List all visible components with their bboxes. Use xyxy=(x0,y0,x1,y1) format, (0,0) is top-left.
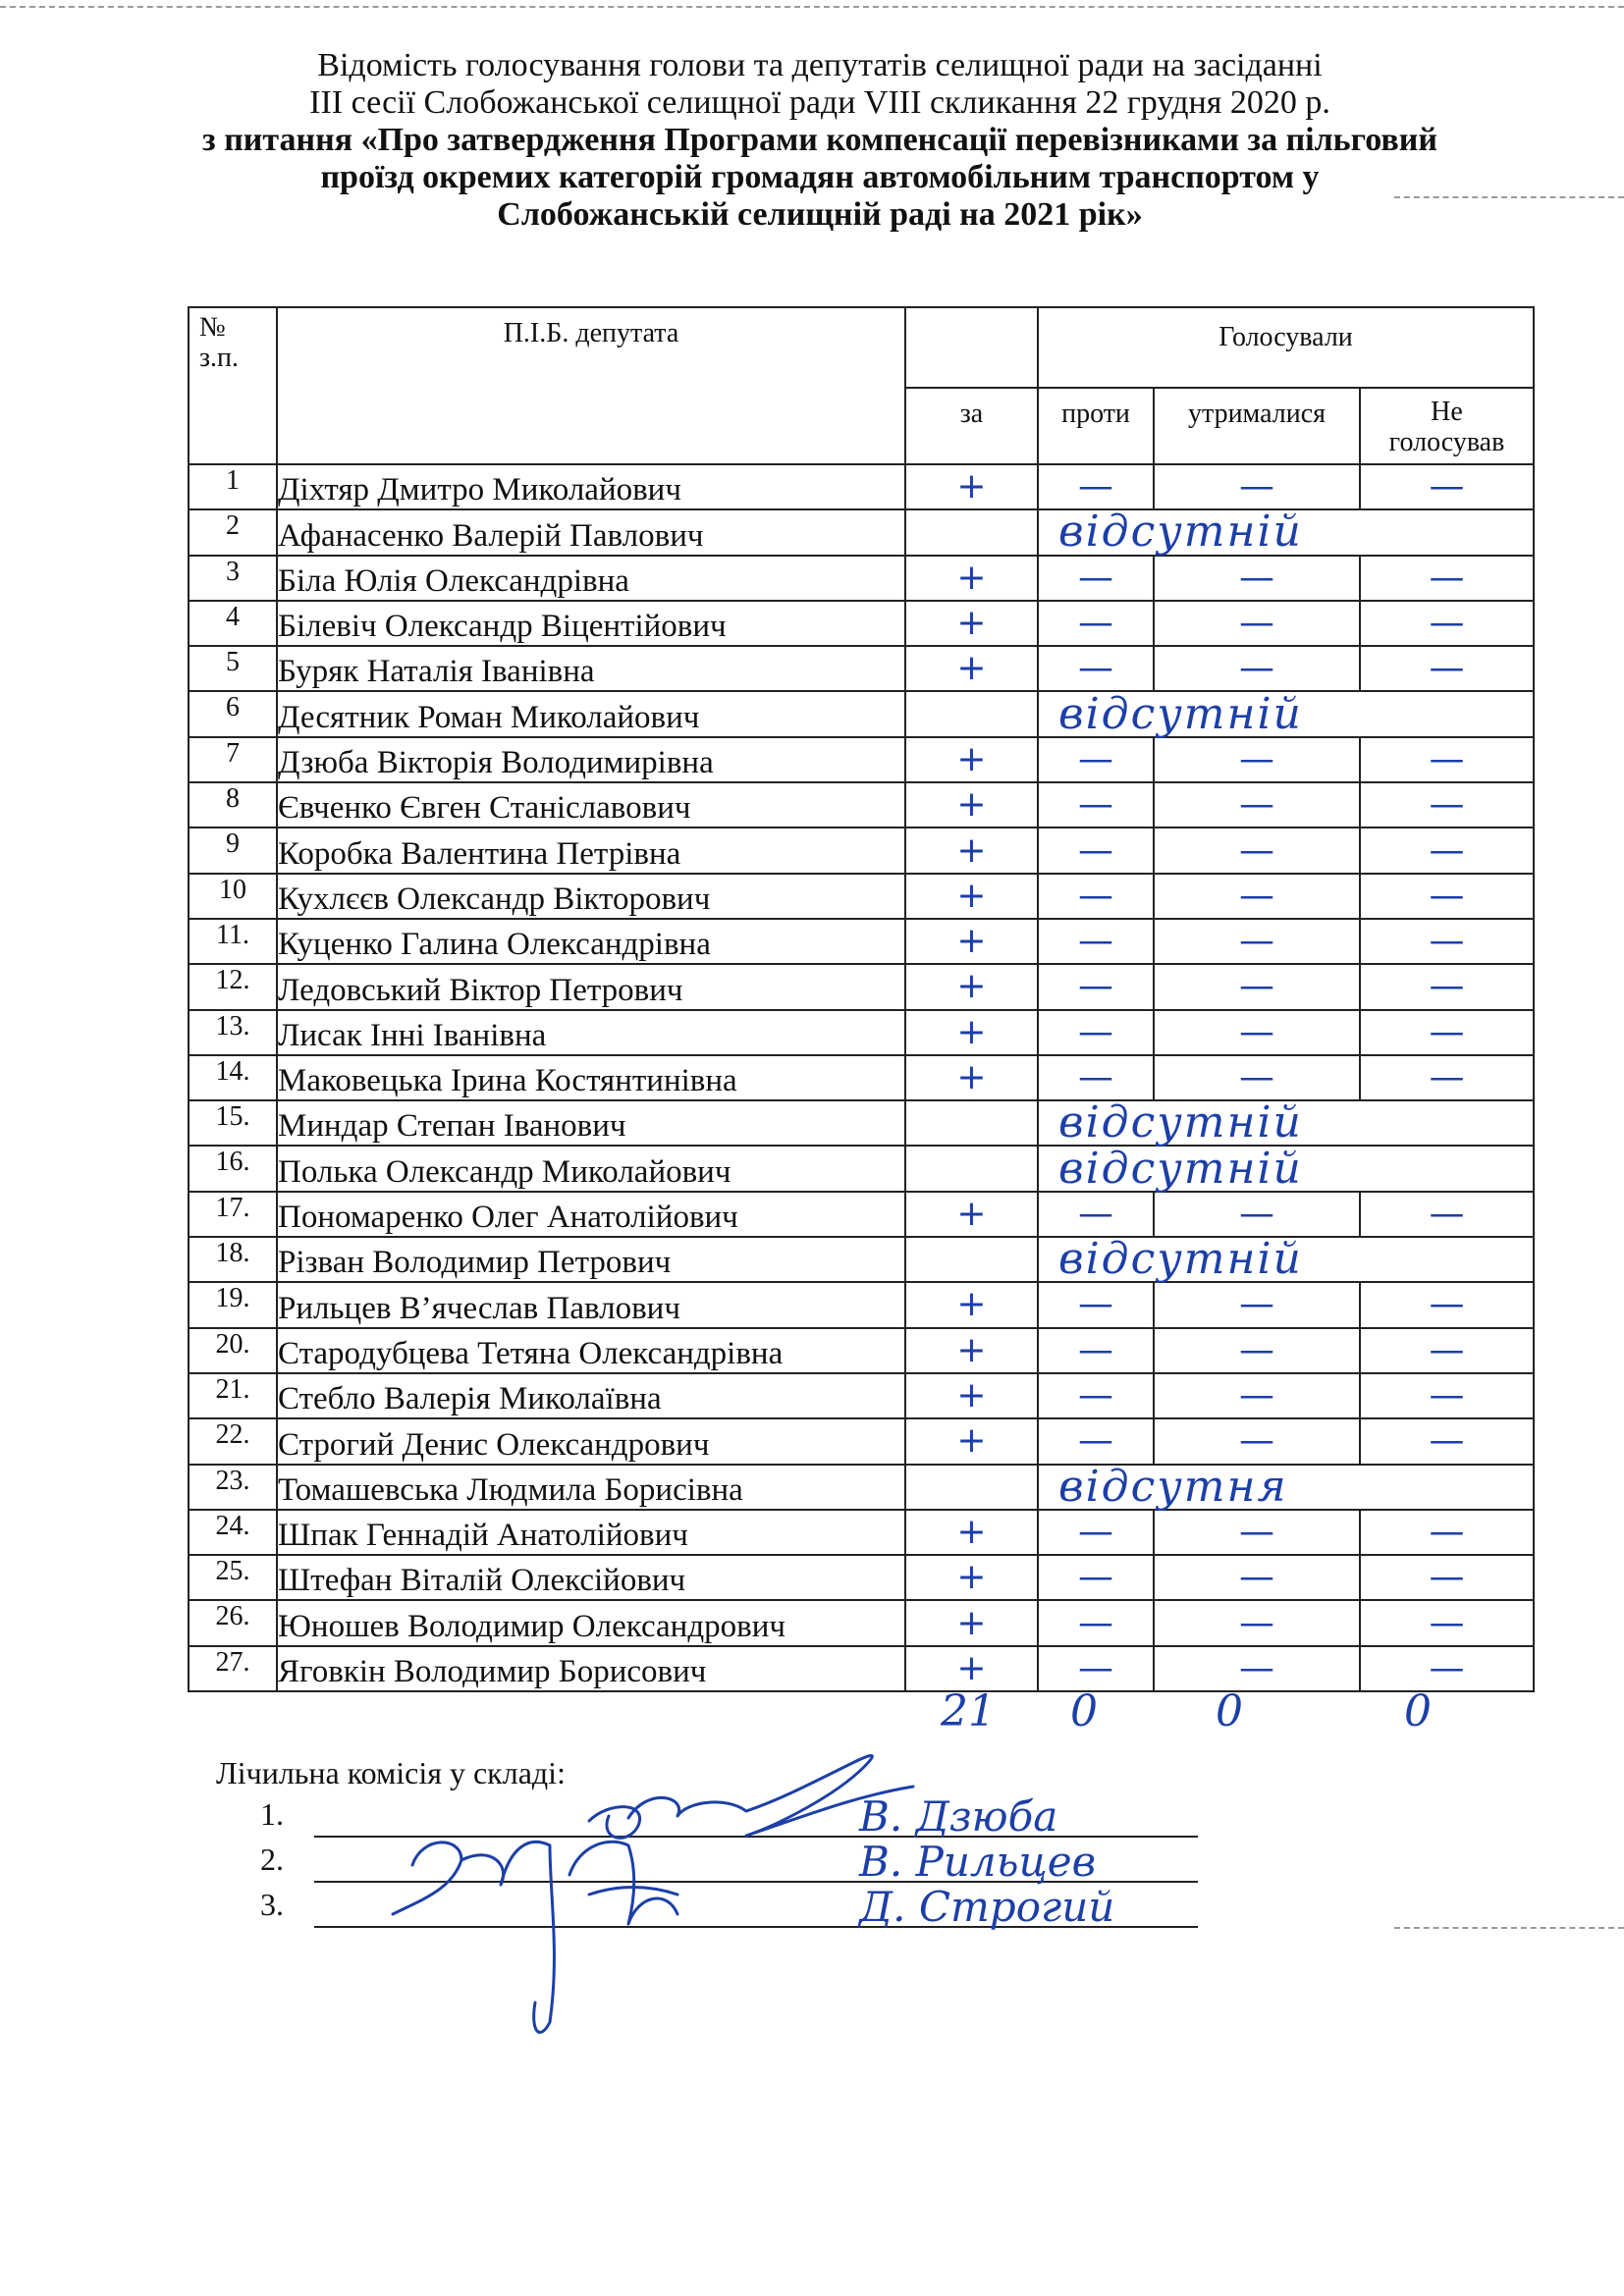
deputy-name: Яговкін Володимир Борисович xyxy=(277,1646,905,1691)
vote-za-mark: + xyxy=(905,828,1038,873)
vote-ne-mark: — xyxy=(1360,1373,1534,1418)
total-za: 21 xyxy=(941,1686,996,1736)
deputy-name: Стародубцева Тетяна Олександрівна xyxy=(277,1328,905,1373)
deputy-name: Штефан Віталій Олексійович xyxy=(277,1555,905,1600)
total-utrymalysia: 0 xyxy=(1216,1686,1243,1736)
row-number: 7 xyxy=(189,737,277,782)
row-number: 22. xyxy=(189,1418,277,1464)
row-number: 11. xyxy=(189,919,277,964)
vote-ne-mark: — xyxy=(1360,1192,1534,1237)
absent-mark: відсутній xyxy=(1038,1100,1534,1146)
vote-ne-mark: — xyxy=(1360,1282,1534,1327)
vote-utrymalysia-mark: — xyxy=(1154,1055,1360,1100)
vote-za-mark: + xyxy=(905,1055,1038,1100)
deputy-name: Куценко Галина Олександрівна xyxy=(277,919,905,964)
vote-za-mark: + xyxy=(905,1328,1038,1373)
vote-utrymalysia-mark: — xyxy=(1154,919,1360,964)
vote-proty-mark: — xyxy=(1038,1373,1154,1418)
deputy-name: Дзюба Вікторія Володимирівна xyxy=(277,737,905,782)
vote-utrymalysia-mark: — xyxy=(1154,1555,1360,1600)
vote-ne-mark: — xyxy=(1360,601,1534,646)
vote-proty-mark: — xyxy=(1038,1282,1154,1327)
deputy-name: Різван Володимир Петрович xyxy=(277,1237,905,1282)
vote-za-mark: + xyxy=(905,646,1038,691)
header-name: П.І.Б. депутата xyxy=(277,307,905,464)
commission-member-number: 2. xyxy=(260,1842,284,1877)
vote-za-mark: + xyxy=(905,1555,1038,1600)
vote-proty-mark: — xyxy=(1038,919,1154,964)
vote-proty-mark: — xyxy=(1038,964,1154,1009)
row-number: 17. xyxy=(189,1192,277,1237)
header-proty: проти xyxy=(1038,388,1154,464)
vote-utrymalysia-mark: — xyxy=(1154,737,1360,782)
signature-2 xyxy=(393,1842,554,2032)
vote-proty-mark: — xyxy=(1038,1600,1154,1645)
row-number: 18. xyxy=(189,1237,277,1282)
absent-mark: відсутній xyxy=(1038,691,1534,736)
total-proty: 0 xyxy=(1070,1686,1098,1736)
title-line-5: Слобожанській селищній раді на 2021 рік» xyxy=(497,196,1143,233)
header-ne-holosuvav: Не голосував xyxy=(1360,388,1534,464)
row-number: 1 xyxy=(189,464,277,509)
vote-proty-mark: — xyxy=(1038,556,1154,601)
vote-za-mark: + xyxy=(905,601,1038,646)
signature-3 xyxy=(569,1842,677,1924)
deputy-name: Пономаренко Олег Анатолійович xyxy=(277,1192,905,1237)
commission-title: Лічильна комісія у складі: xyxy=(216,1755,566,1790)
vote-utrymalysia-mark: — xyxy=(1154,1282,1360,1327)
vote-za-mark: + xyxy=(905,1646,1038,1691)
total-ne: 0 xyxy=(1404,1686,1432,1736)
row-number: 9 xyxy=(189,828,277,873)
deputy-name: Десятник Роман Миколайович xyxy=(277,691,905,736)
vote-za-mark: + xyxy=(905,874,1038,919)
deputy-name: Діхтяр Дмитро Миколайович xyxy=(277,464,905,509)
title-line-4: проїзд окремих категорій громадян автомобільним транспортом у xyxy=(320,159,1320,195)
deputy-name: Маковецька Ірина Костянтинівна xyxy=(277,1055,905,1100)
deputy-name: Євченко Євген Станіславович xyxy=(277,782,905,828)
deputy-name: Стебло Валерія Миколаївна xyxy=(277,1373,905,1418)
vote-utrymalysia-mark: — xyxy=(1154,964,1360,1009)
row-number: 26. xyxy=(189,1600,277,1645)
title-line-3: з питання «Про затвердження Програми компенсації перевізниками за пільговий xyxy=(202,122,1437,158)
row-number: 10 xyxy=(189,874,277,919)
deputy-name: Кухлєєв Олександр Вікторович xyxy=(277,874,905,919)
row-number: 20. xyxy=(189,1328,277,1373)
vote-ne-mark: — xyxy=(1360,556,1534,601)
vote-ne-mark: — xyxy=(1360,1510,1534,1555)
vote-utrymalysia-mark: — xyxy=(1154,646,1360,691)
vote-ne-mark: — xyxy=(1360,1600,1534,1645)
vote-utrymalysia-mark: — xyxy=(1154,1510,1360,1555)
vote-ne-mark: — xyxy=(1360,919,1534,964)
vote-za-mark: + xyxy=(905,464,1038,509)
row-number: 19. xyxy=(189,1282,277,1327)
vote-proty-mark: — xyxy=(1038,464,1154,509)
vote-ne-mark: — xyxy=(1360,646,1534,691)
header-utrymalysia: утрималися xyxy=(1154,388,1360,464)
title-line-2: ІІІ сесії Слобожанської селищної ради VІІІ скликання 22 грудня 2020 р. xyxy=(309,84,1330,121)
vote-za-mark: + xyxy=(905,1192,1038,1237)
handwritten-name: В. Дзюба xyxy=(859,1792,1058,1841)
vote-utrymalysia-mark: — xyxy=(1154,1010,1360,1055)
signature-1 xyxy=(628,1755,913,1836)
vote-proty-mark: — xyxy=(1038,1055,1154,1100)
row-number: 14. xyxy=(189,1055,277,1100)
vote-za-mark: + xyxy=(905,737,1038,782)
handwritten-name: В. Рильцев xyxy=(859,1838,1097,1886)
header-voted-group: Голосували xyxy=(1038,307,1534,388)
header-za: за xyxy=(905,388,1038,464)
absent-mark: відсутній xyxy=(1038,1146,1534,1191)
row-number: 2 xyxy=(189,509,277,555)
deputy-name: Полька Олександр Миколайович xyxy=(277,1146,905,1191)
vote-proty-mark: — xyxy=(1038,828,1154,873)
absent-mark: відсутній xyxy=(1038,1237,1534,1282)
vote-proty-mark: — xyxy=(1038,1328,1154,1373)
vote-za-mark: + xyxy=(905,1600,1038,1645)
row-number: 24. xyxy=(189,1510,277,1555)
row-number: 15. xyxy=(189,1100,277,1146)
row-number: 21. xyxy=(189,1373,277,1418)
deputy-name: Коробка Валентина Петрівна xyxy=(277,828,905,873)
vote-utrymalysia-mark: — xyxy=(1154,601,1360,646)
header-number: № з.п. xyxy=(189,307,277,464)
title-line-1: Відомість голосування голови та депутатів селищної ради на засіданні xyxy=(317,47,1323,83)
vote-za-mark: + xyxy=(905,1510,1038,1555)
vote-za-mark: + xyxy=(905,1418,1038,1464)
deputy-name: Афанасенко Валерій Павлович xyxy=(277,509,905,555)
vote-ne-mark: — xyxy=(1360,1010,1534,1055)
vote-ne-mark: — xyxy=(1360,1418,1534,1464)
vote-utrymalysia-mark: — xyxy=(1154,1192,1360,1237)
vote-proty-mark: — xyxy=(1038,782,1154,828)
row-number: 16. xyxy=(189,1146,277,1191)
deputy-name: Шпак Геннадій Анатолійович xyxy=(277,1510,905,1555)
vote-ne-mark: — xyxy=(1360,1555,1534,1600)
vote-ne-mark: — xyxy=(1360,737,1534,782)
vote-utrymalysia-mark: — xyxy=(1154,464,1360,509)
vote-ne-mark: — xyxy=(1360,964,1534,1009)
row-number: 8 xyxy=(189,782,277,828)
absent-mark: відсутній xyxy=(1038,509,1534,555)
vote-proty-mark: — xyxy=(1038,646,1154,691)
row-number: 4 xyxy=(189,601,277,646)
vote-proty-mark: — xyxy=(1038,1510,1154,1555)
deputy-name: Миндар Степан Іванович xyxy=(277,1100,905,1146)
vote-ne-mark: — xyxy=(1360,1055,1534,1100)
deputy-name: Томашевська Людмила Борисівна xyxy=(277,1465,905,1510)
vote-utrymalysia-mark: — xyxy=(1154,782,1360,828)
vote-za-mark: + xyxy=(905,1282,1038,1327)
vote-proty-mark: — xyxy=(1038,1418,1154,1464)
vote-za-mark: + xyxy=(905,919,1038,964)
vote-ne-mark: — xyxy=(1360,782,1534,828)
vote-za-mark: + xyxy=(905,1010,1038,1055)
absent-mark: відсутня xyxy=(1038,1465,1534,1510)
vote-ne-mark: — xyxy=(1360,464,1534,509)
vote-proty-mark: — xyxy=(1038,1010,1154,1055)
row-number: 23. xyxy=(189,1465,277,1510)
row-number: 13. xyxy=(189,1010,277,1055)
handwritten-name: Д. Строгий xyxy=(859,1883,1115,1931)
vote-utrymalysia-mark: — xyxy=(1154,1600,1360,1645)
vote-ne-mark: — xyxy=(1360,874,1534,919)
row-number: 25. xyxy=(189,1555,277,1600)
deputy-name: Строгий Денис Олександрович xyxy=(277,1418,905,1464)
vote-utrymalysia-mark: — xyxy=(1154,1328,1360,1373)
vote-utrymalysia-mark: — xyxy=(1154,1373,1360,1418)
row-number: 27. xyxy=(189,1646,277,1691)
deputy-name: Білевіч Олександр Віцентійович xyxy=(277,601,905,646)
vote-proty-mark: — xyxy=(1038,1646,1154,1691)
vote-ne-mark: — xyxy=(1360,1646,1534,1691)
vote-ne-mark: — xyxy=(1360,828,1534,873)
deputy-name: Рильцев В’ячеслав Павлович xyxy=(277,1282,905,1327)
vote-proty-mark: — xyxy=(1038,874,1154,919)
vote-za-mark: + xyxy=(905,782,1038,828)
vote-utrymalysia-mark: — xyxy=(1154,1646,1360,1691)
row-number: 3 xyxy=(189,556,277,601)
vote-utrymalysia-mark: — xyxy=(1154,874,1360,919)
vote-utrymalysia-mark: — xyxy=(1154,828,1360,873)
deputy-name: Лисак Інні Іванівна xyxy=(277,1010,905,1055)
vote-za-mark: + xyxy=(905,556,1038,601)
deputy-name: Біла Юлія Олександрівна xyxy=(277,556,905,601)
row-number: 5 xyxy=(189,646,277,691)
vote-proty-mark: — xyxy=(1038,1192,1154,1237)
deputy-name: Юношев Володимир Олександрович xyxy=(277,1600,905,1645)
vote-utrymalysia-mark: — xyxy=(1154,556,1360,601)
vote-za-mark: + xyxy=(905,964,1038,1009)
deputy-name: Ледовський Віктор Петрович xyxy=(277,964,905,1009)
vote-proty-mark: — xyxy=(1038,601,1154,646)
vote-proty-mark: — xyxy=(1038,737,1154,782)
row-number: 12. xyxy=(189,964,277,1009)
commission-member-number: 1. xyxy=(260,1796,284,1832)
vote-ne-mark: — xyxy=(1360,1328,1534,1373)
commission-member-number: 3. xyxy=(260,1887,284,1922)
vote-utrymalysia-mark: — xyxy=(1154,1418,1360,1464)
row-number: 6 xyxy=(189,691,277,736)
vote-za-mark: + xyxy=(905,1373,1038,1418)
vote-proty-mark: — xyxy=(1038,1555,1154,1600)
deputy-name: Буряк Наталія Іванівна xyxy=(277,646,905,691)
